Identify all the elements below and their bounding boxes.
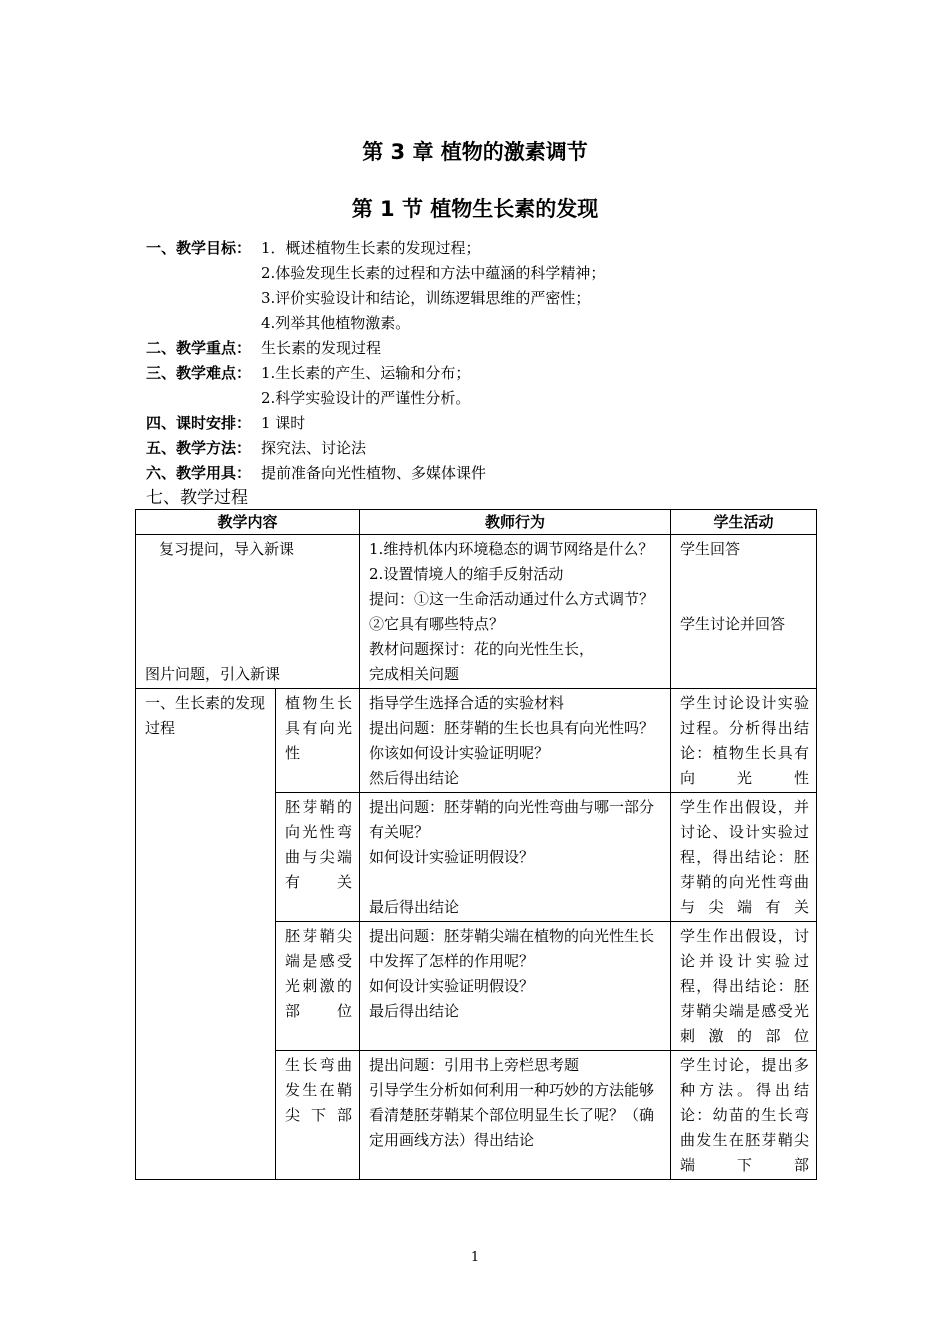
intro-content: 图片问题，引入新课 [145,665,281,683]
goals-label: 一、教学目标： [146,239,252,257]
key-line [146,336,605,361]
student-cell: 学生讨论，提出多种方法。得出结论：幼苗的生长弯曲发生在胚芽鞘尖端下部 [671,1051,817,1180]
goals-line [146,236,605,261]
tools-label: 六、教学用具： [146,464,252,482]
intro-teacher-cell [360,535,671,689]
teacher-cell [360,1051,671,1180]
process-heading: 七、教学过程 [146,488,248,508]
tools-line [146,461,605,486]
section-label: 一、生长素的发现过程 [145,694,266,737]
header-student: 学生活动 [671,510,817,535]
section-title: 第 1 节 植物生长素的发现 [351,197,599,221]
header-teacher: 教师行为 [360,510,671,535]
key-text: 生长素的发现过程 [261,339,382,357]
key-label: 二、教学重点： [146,339,252,357]
section-label-cell [136,689,276,1180]
difficult-line [146,361,605,386]
student-line: 学生讨论并回答 [680,615,786,633]
topic-cell: 生长弯曲发生在鞘尖下部 [276,1051,360,1180]
teacher-line [369,870,663,895]
schedule-label: 四、课时安排： [146,414,252,432]
table-row [136,689,817,793]
teacher-line: 指导学生选择合适的实验材料 [369,694,565,712]
teaching-process-table [135,509,817,1180]
topic-cell: 胚芽鞘的向光性弯曲与尖端有关 [276,793,360,922]
teacher-line: 提出问题：胚芽鞘的向光性弯曲与哪一部分有关呢？ [369,798,655,841]
teacher-line: 引导学生分析如何利用一种巧妙的方法能够看清楚胚芽鞘某个部位明显生长了呢？（确定用画线方法）得出结论 [369,1081,655,1149]
student-cell: 学生讨论设计实验过程。分析得出结论：植物生长具有向光性 [671,689,817,793]
intro-content-cell [136,535,360,689]
teacher-line: 提出问题：胚芽鞘尖端在植物的向光性生长中发挥了怎样的作用呢？ [369,927,655,970]
difficult-item: 2.科学实验设计的严谨性分析。 [261,389,471,407]
chapter-title: 第 3 章 植物的激素调节 [362,140,588,164]
teacher-line: 1.维持机体内环境稳态的调节网络是什么？ [369,540,654,558]
intro-student-cell [671,535,817,689]
teacher-line: 完成相关问题 [369,665,460,683]
difficult-label: 三、教学难点： [146,364,252,382]
teacher-line: 如何设计实验证明假设？ [369,848,535,866]
teacher-line: 提出问题：引用书上旁栏思考题 [369,1056,580,1074]
topic-cell: 植物生长具有向光性 [276,689,360,793]
teacher-line: 提问：①这一生命活动通过什么方式调节？②它具有哪些特点？ [369,590,655,633]
method-line [146,436,605,461]
schedule-text: 1 课时 [261,414,306,432]
teacher-line: 如何设计实验证明假设？ [369,977,535,995]
goal-item: 4.列举其他植物激素。 [261,314,411,332]
schedule-line [146,411,605,436]
table-row [136,535,817,689]
student-cell: 学生作出假设，讨论并设计实验过程，得出结论：胚芽鞘尖端是感受光刺激的部位 [671,922,817,1051]
lesson-info [146,236,605,511]
method-label: 五、教学方法： [146,439,252,457]
teacher-cell [360,689,671,793]
teacher-line: 然后得出结论 [369,769,460,787]
tools-text: 提前准备向光性植物、多媒体课件 [261,464,487,482]
student-line: 学生回答 [680,540,741,558]
teacher-line: 最后得出结论 [369,1002,460,1020]
page-number: 1 [470,1250,480,1265]
student-cell: 学生作出假设，并讨论、设计实验过程，得出结论：胚芽鞘的向光性弯曲与尖端有关 [671,793,817,922]
goal-item: 2.体验发现生长素的过程和方法中蕴涵的科学精神； [261,264,606,282]
teacher-line: 最后得出结论 [369,898,460,916]
teacher-line: 教材问题探讨：花的向光性生长， [369,640,595,658]
goal-item: 1．概述植物生长素的发现过程； [261,239,481,257]
teacher-cell [360,793,671,922]
intro-content: 复习提问，导入新课 [159,540,295,558]
teacher-cell [360,922,671,1051]
method-text: 探究法、讨论法 [261,439,367,457]
difficult-item: 1.生长素的产生、运输和分布； [261,364,471,382]
teacher-line: 2.设置情境人的缩手反射活动 [369,565,564,583]
teacher-line: 提出问题：胚芽鞘的生长也具有向光性吗？你该如何设计实验证明呢？ [369,719,655,762]
header-content: 教学内容 [136,510,360,535]
goal-item: 3.评价实验设计和结论，训练逻辑思维的严密性； [261,289,591,307]
topic-cell: 胚芽鞘尖端是感受光刺激的部位 [276,922,360,1051]
table-header-row [136,510,817,535]
